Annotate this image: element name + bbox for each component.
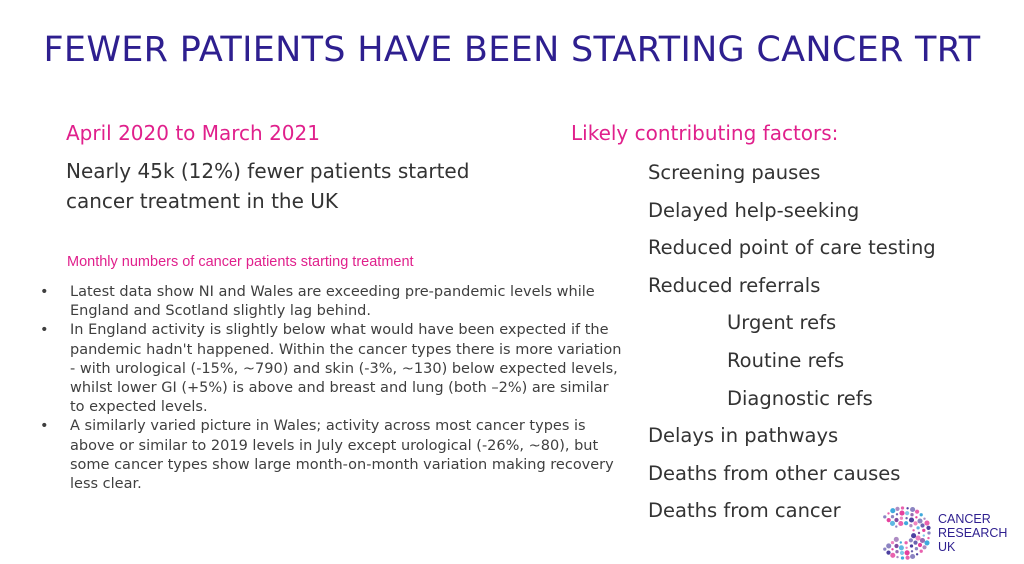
bullet-list: [36, 283, 626, 494]
bullet-item: [36, 283, 626, 321]
logo-dot: [920, 523, 924, 527]
logo-dot: [895, 525, 897, 527]
logo-dot: [915, 516, 917, 518]
logo-wordmark: [938, 512, 1007, 554]
logo-dot: [905, 547, 907, 549]
logo-dot: [904, 521, 908, 525]
logo-dot: [910, 513, 913, 516]
logo-dot: [895, 550, 898, 553]
bullet-marker: •: [40, 322, 49, 339]
factor-item: Delayed help-seeking: [648, 198, 860, 222]
bullet-marker: •: [40, 418, 49, 435]
logo-dot: [898, 521, 903, 526]
factor-subitem: Urgent refs: [727, 311, 837, 335]
logo-dot: [894, 537, 899, 542]
logo-dot: [924, 540, 929, 545]
logo-dot: [909, 538, 913, 542]
bullet-text: Latest data show NI and Wales are exceeding pre-pandemic levels while England and Scotland slightly lag behind.: [70, 284, 595, 320]
logo-dot: [890, 508, 895, 513]
bullet-item: [36, 321, 626, 417]
logo-dot: [894, 544, 898, 548]
logo-dot: [900, 551, 904, 555]
logo-dot: [916, 536, 921, 541]
logo-dot: [916, 553, 918, 555]
logo-dot: [887, 512, 889, 514]
logo-dot: [922, 529, 925, 532]
logo-dot: [896, 513, 898, 515]
logo-dot: [922, 545, 926, 549]
logo-dot: [905, 511, 909, 515]
logo-dot: [924, 521, 929, 526]
logo-dot: [906, 556, 910, 560]
logo-dot: [891, 515, 894, 518]
chart-caption: Monthly numbers of cancer patients starting treatment: [67, 254, 414, 270]
factor-item: Deaths from cancer: [648, 499, 841, 523]
factor-item: Reduced referrals: [648, 273, 821, 297]
cancer-research-uk-logo: [874, 505, 1024, 561]
logo-dot: [905, 550, 910, 555]
logo-dot: [896, 556, 898, 558]
logo-dot: [926, 526, 930, 530]
factor-subitem: Diagnostic refs: [727, 386, 873, 410]
logo-dot: [901, 506, 904, 509]
logo-line: CANCER: [938, 512, 991, 526]
logo-dot: [904, 541, 907, 544]
logo-dot: [883, 547, 886, 550]
summary-text: Nearly 45k (12%) fewer patients started cancer treatment in the UK: [66, 159, 470, 213]
logo-dot: [899, 511, 904, 516]
logo-dot: [911, 550, 913, 552]
logo-dot: [920, 513, 923, 516]
logo-dot: [909, 524, 912, 527]
logo-dot: [910, 507, 915, 512]
slide-title: FEWER PATIENTS HAVE BEEN STARTING CANCER TRT: [43, 30, 981, 70]
logo-dot: [923, 518, 925, 520]
logo-dot: [920, 550, 923, 553]
factor-item: Screening pauses: [648, 161, 821, 184]
logo-dot: [895, 507, 899, 511]
factors-heading: Likely contributing factors:: [571, 121, 839, 145]
logo-dot: [890, 521, 895, 526]
logo-dot: [894, 518, 898, 522]
logo-dot: [913, 541, 917, 545]
logo-dot: [913, 521, 917, 525]
factors-list: [648, 154, 936, 530]
dotted-c-logo-icon: [874, 505, 936, 561]
logo-dot: [916, 526, 919, 529]
logo-line: RESEARCH: [938, 526, 1008, 540]
logo-dot: [923, 534, 925, 536]
period-heading: April 2020 to March 2021: [66, 121, 320, 145]
logo-dot: [918, 532, 920, 534]
logo-dot: [920, 538, 925, 543]
logo-dot: [910, 554, 915, 559]
logo-dot: [886, 543, 891, 548]
factor-item: Deaths from other causes: [648, 461, 901, 485]
logo-dot: [927, 531, 930, 534]
logo-dot: [917, 518, 922, 523]
bullet-text: In England activity is slightly below what would have been expected if the pandemic hadn't happened. Within the cancer types there is more variation - with urological (-15%, ~790) and skin (-3%, ~130) below expected levels, whilst lower GI (+5%) is above and breast and lung (both –2%) are similar to expected levels.: [70, 322, 622, 416]
logo-dot: [912, 529, 914, 531]
logo-dot: [911, 533, 916, 538]
logo-dot: [900, 541, 902, 543]
logo-dot: [900, 517, 903, 520]
logo-dot: [886, 551, 890, 555]
factor-item: Delays in pathways: [648, 424, 839, 448]
logo-dot: [909, 517, 914, 522]
bullet-marker: •: [40, 284, 49, 300]
logo-dot: [891, 541, 894, 544]
logo-dot: [890, 553, 895, 558]
logo-dot: [915, 510, 919, 514]
logo-dot: [905, 517, 907, 519]
bullet-item: [36, 417, 626, 494]
logo-dot: [899, 545, 904, 550]
logo-dot: [887, 518, 891, 522]
bullet-text: A similarly varied picture in Wales; activity across most cancer types is above or similar to 2019 levels in July except urological (-26%, ~80), but some cancer types show large month-on-month variation making recovery less clear.: [70, 418, 614, 493]
logo-dot: [910, 544, 913, 547]
logo-dot: [918, 543, 922, 547]
logo-dot: [891, 548, 893, 550]
logo-dot: [915, 547, 918, 550]
logo-dot: [906, 507, 908, 509]
factor-item: Reduced point of care testing: [648, 236, 936, 260]
logo-dot: [901, 556, 904, 559]
factor-subitem: Routine refs: [727, 348, 845, 372]
logo-dot: [883, 515, 886, 518]
logo-dot: [927, 537, 929, 539]
logo-line: UK: [938, 540, 956, 554]
